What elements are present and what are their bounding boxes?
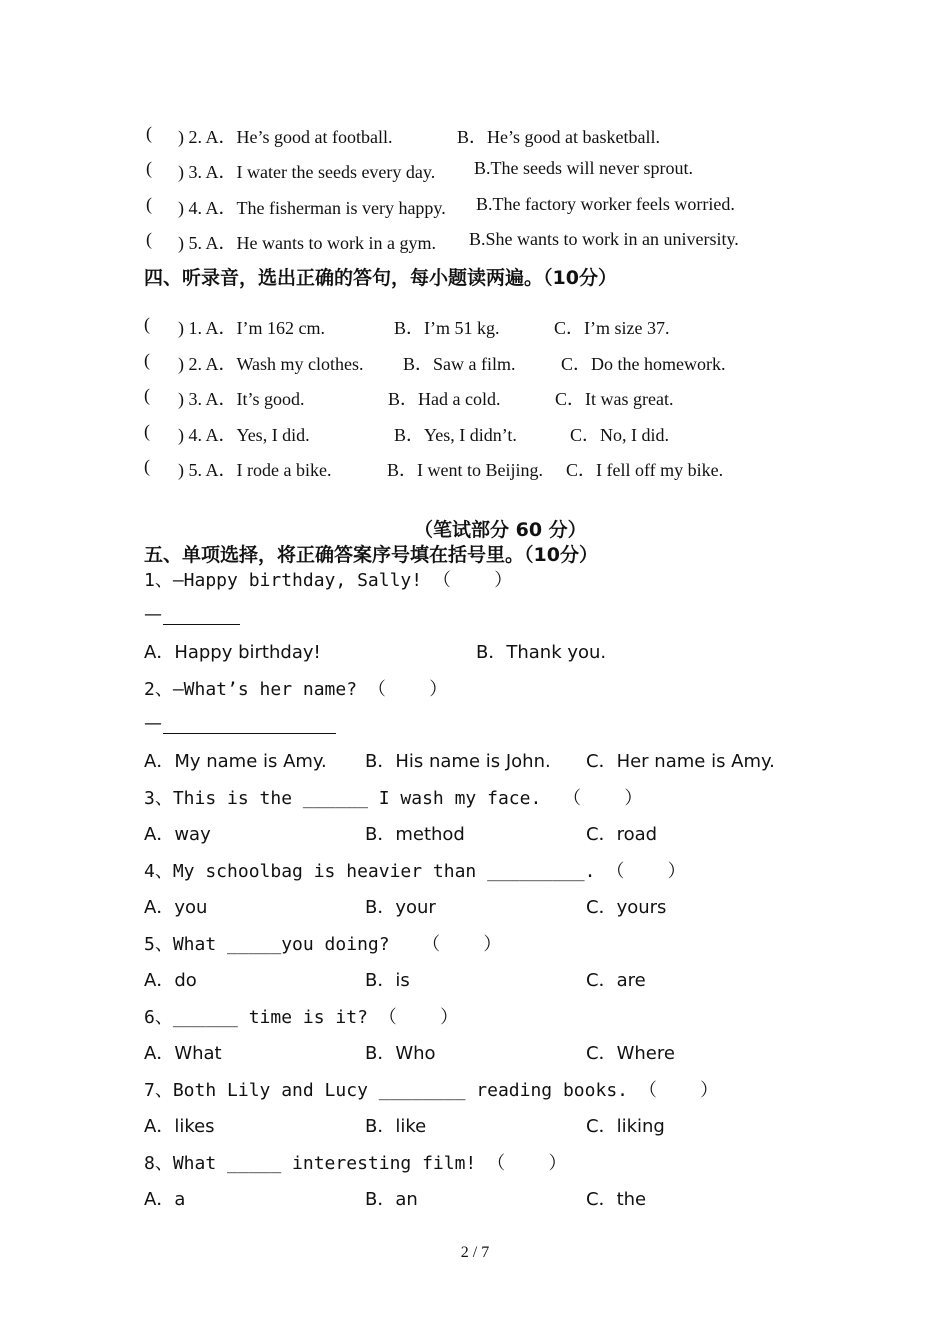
option-a: A．a [144,1189,186,1210]
option-c: C．road [586,824,658,845]
option-c: C．Her name is Amy. [586,751,775,772]
option-b: B．is [365,970,410,991]
option-b: B.The factory worker feels worried. [476,194,735,214]
option-c: C．I’m size 37. [554,318,670,338]
option-a: A．My name is Amy. [144,751,327,772]
option-c: C．No, I did. [570,425,669,445]
answer-paren[interactable]: ( [146,158,152,178]
page-number: 2 / 7 [460,1244,490,1261]
option-c: C．Where [586,1043,675,1064]
option-b: B．an [365,1189,418,1210]
option-a: ) 3. A．I water the seeds every day. [178,162,436,182]
option-a: ) 2. A．He’s good at football. [178,127,393,147]
answer-paren[interactable]: ( [146,123,152,143]
option-a: A．way [144,824,211,845]
answer-blank[interactable] [163,733,336,734]
question-1-stem: 1、—Happy birthday, Sally! （ ） [144,570,513,591]
option-b: B．like [365,1116,427,1137]
answer-paren[interactable]: ( [146,194,152,214]
option-a: ) 2. A．Wash my clothes. [178,354,364,374]
option-c: C．yours [586,897,667,918]
option-a: A．likes [144,1116,215,1137]
option-b: B．Saw a film. [403,354,516,374]
answer-paren[interactable]: ( [144,421,150,441]
answer-paren[interactable]: ( [146,229,152,249]
option-a: A．What [144,1043,222,1064]
section-4-heading: 四、听录音，选出正确的答句，每小题读两遍。（10分） [144,267,617,289]
option-a: ) 5. A．I rode a bike. [178,460,332,480]
option-a: ) 4. A．Yes, I did. [178,425,310,445]
option-c: C．the [586,1189,647,1210]
question-7-stem: 7、Both Lily and Lucy ________ reading books. （ ） [144,1080,719,1101]
option-c: C．Do the homework. [561,354,726,374]
question-5-stem: 5、What _____you doing? （ ） [144,934,502,955]
question-4-stem: 4、My schoolbag is heavier than _________. （ ） [144,861,686,882]
answer-dash: — [144,713,162,734]
question-6-stem: 6、______ time is it? （ ） [144,1007,459,1028]
option-b: B．He’s good at basketball. [457,127,660,147]
option-b: B．method [365,824,465,845]
answer-blank[interactable] [163,624,240,625]
section-5-heading: 五、单项选择，将正确答案序号填在括号里。（10分） [144,544,598,566]
answer-paren[interactable]: ( [144,350,150,370]
answer-paren[interactable]: ( [144,314,150,334]
option-a: ) 1. A．I’m 162 cm. [178,318,325,338]
answer-dash: — [144,604,162,625]
option-a: ) 5. A．He wants to work in a gym. [178,233,436,253]
option-b: B．Who [365,1043,436,1064]
option-b: B．Yes, I didn’t. [394,425,517,445]
option-a: A．you [144,897,208,918]
option-a: ) 4. A．The fisherman is very happy. [178,198,446,218]
question-8-stem: 8、What _____ interesting film! （ ） [144,1153,567,1174]
answer-paren[interactable]: ( [144,456,150,476]
option-a: A．Happy birthday! [144,642,321,663]
option-a: ) 3. A．It’s good. [178,389,305,409]
option-b: B．Had a cold. [388,389,501,409]
option-b: B．I’m 51 kg. [394,318,500,338]
option-c: C．are [586,970,646,991]
written-part-title: （笔试部分 60 分） [414,519,587,541]
option-c: C．It was great. [555,389,674,409]
option-b: B.The seeds will never sprout. [474,158,693,178]
answer-paren[interactable]: ( [144,385,150,405]
option-c: C．liking [586,1116,665,1137]
option-b: B．His name is John. [365,751,551,772]
option-c: C．I fell off my bike. [566,460,724,480]
question-2-stem: 2、—What’s her name? （ ） [144,679,448,700]
option-b: B．I went to Beijing. [387,460,543,480]
option-b: B．Thank you. [476,642,607,663]
option-a: A．do [144,970,197,991]
option-b: B.She wants to work in an university. [469,229,739,249]
option-b: B．your [365,897,436,918]
question-3-stem: 3、This is the ______ I wash my face. （ ） [144,788,643,809]
